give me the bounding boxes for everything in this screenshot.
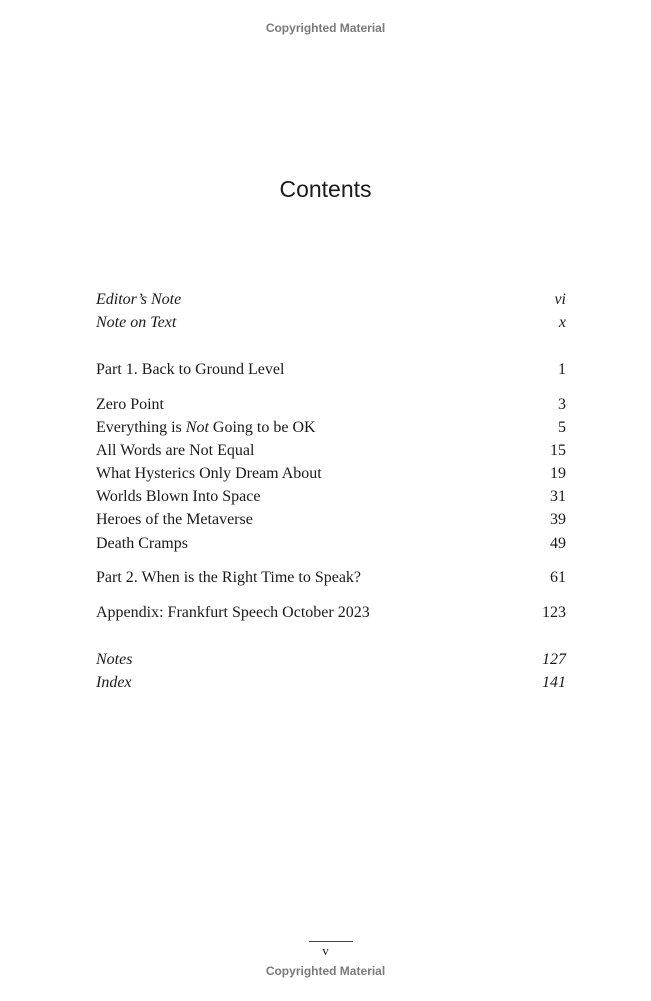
toc-entry-title xyxy=(96,417,316,439)
toc-entry-appendix xyxy=(96,602,566,624)
toc-entry-page: 5 xyxy=(558,419,566,436)
toc-entry-part-2 xyxy=(96,567,566,589)
toc-entry-everything-is-not-ok xyxy=(96,417,566,439)
toc-entry-page: 127 xyxy=(542,651,566,668)
copyright-notice-bottom: Copyrighted Material xyxy=(265,964,386,978)
toc-entry-page: 123 xyxy=(542,604,566,621)
toc-entry-title: Note on Text xyxy=(96,314,177,331)
page-title: Contents xyxy=(279,176,372,202)
toc-entry-page: 141 xyxy=(542,674,566,691)
toc-entry-page: 19 xyxy=(550,465,566,482)
toc-entry-editors-note xyxy=(96,289,566,311)
toc-entry-title-prefix: Everything is xyxy=(96,419,186,436)
toc-entry-index xyxy=(96,672,566,694)
toc-entry-all-words xyxy=(96,440,566,462)
toc-entry-title: Editor’s Note xyxy=(96,291,182,308)
toc-entry-zero-point xyxy=(96,394,566,416)
toc-entry-page: 15 xyxy=(550,442,566,459)
toc-entry-part-1 xyxy=(96,359,566,381)
toc-entry-title: Part 2. When is the Right Time to Speak? xyxy=(96,569,362,586)
folio-rule xyxy=(309,941,353,942)
toc-entry-what-hysterics xyxy=(96,463,566,485)
toc-entry-title: Heroes of the Metaverse xyxy=(96,511,253,528)
toc-entry-title: Appendix: Frankfurt Speech October 2023 xyxy=(96,604,370,621)
toc-entry-page: 49 xyxy=(550,535,566,552)
toc-entry-title: Worlds Blown Into Space xyxy=(96,488,261,505)
toc-entry-title: Part 1. Back to Ground Level xyxy=(96,361,285,378)
toc-entry-page: 39 xyxy=(550,511,566,528)
toc-entry-title: Index xyxy=(96,674,132,691)
toc-entry-page: vi xyxy=(554,291,566,308)
toc-entry-title: What Hysterics Only Dream About xyxy=(96,465,322,482)
toc-entry-worlds-blown xyxy=(96,486,566,508)
toc-entry-page: 61 xyxy=(550,569,566,586)
toc-entry-page: 31 xyxy=(550,488,566,505)
toc-entry-page: 3 xyxy=(558,396,566,413)
toc-entry-page: 1 xyxy=(558,361,566,378)
toc-entry-title-emphasis: Not xyxy=(185,419,209,436)
toc-entry-title: All Words are Not Equal xyxy=(96,442,255,459)
toc-entry-note-on-text xyxy=(96,312,566,334)
toc-entry-notes xyxy=(96,649,566,671)
toc-entry-page: x xyxy=(558,314,566,331)
toc-entry-title: Notes xyxy=(96,651,133,668)
toc-entry-title: Zero Point xyxy=(96,396,164,413)
copyright-notice-top: Copyrighted Material xyxy=(265,21,386,35)
toc-entry-death-cramps xyxy=(96,533,566,555)
toc-entry-title-suffix: Going to be OK xyxy=(208,419,316,436)
toc-entry-heroes-metaverse xyxy=(96,509,566,531)
toc-entry-title: Death Cramps xyxy=(96,535,188,552)
page-number: v xyxy=(322,943,329,958)
